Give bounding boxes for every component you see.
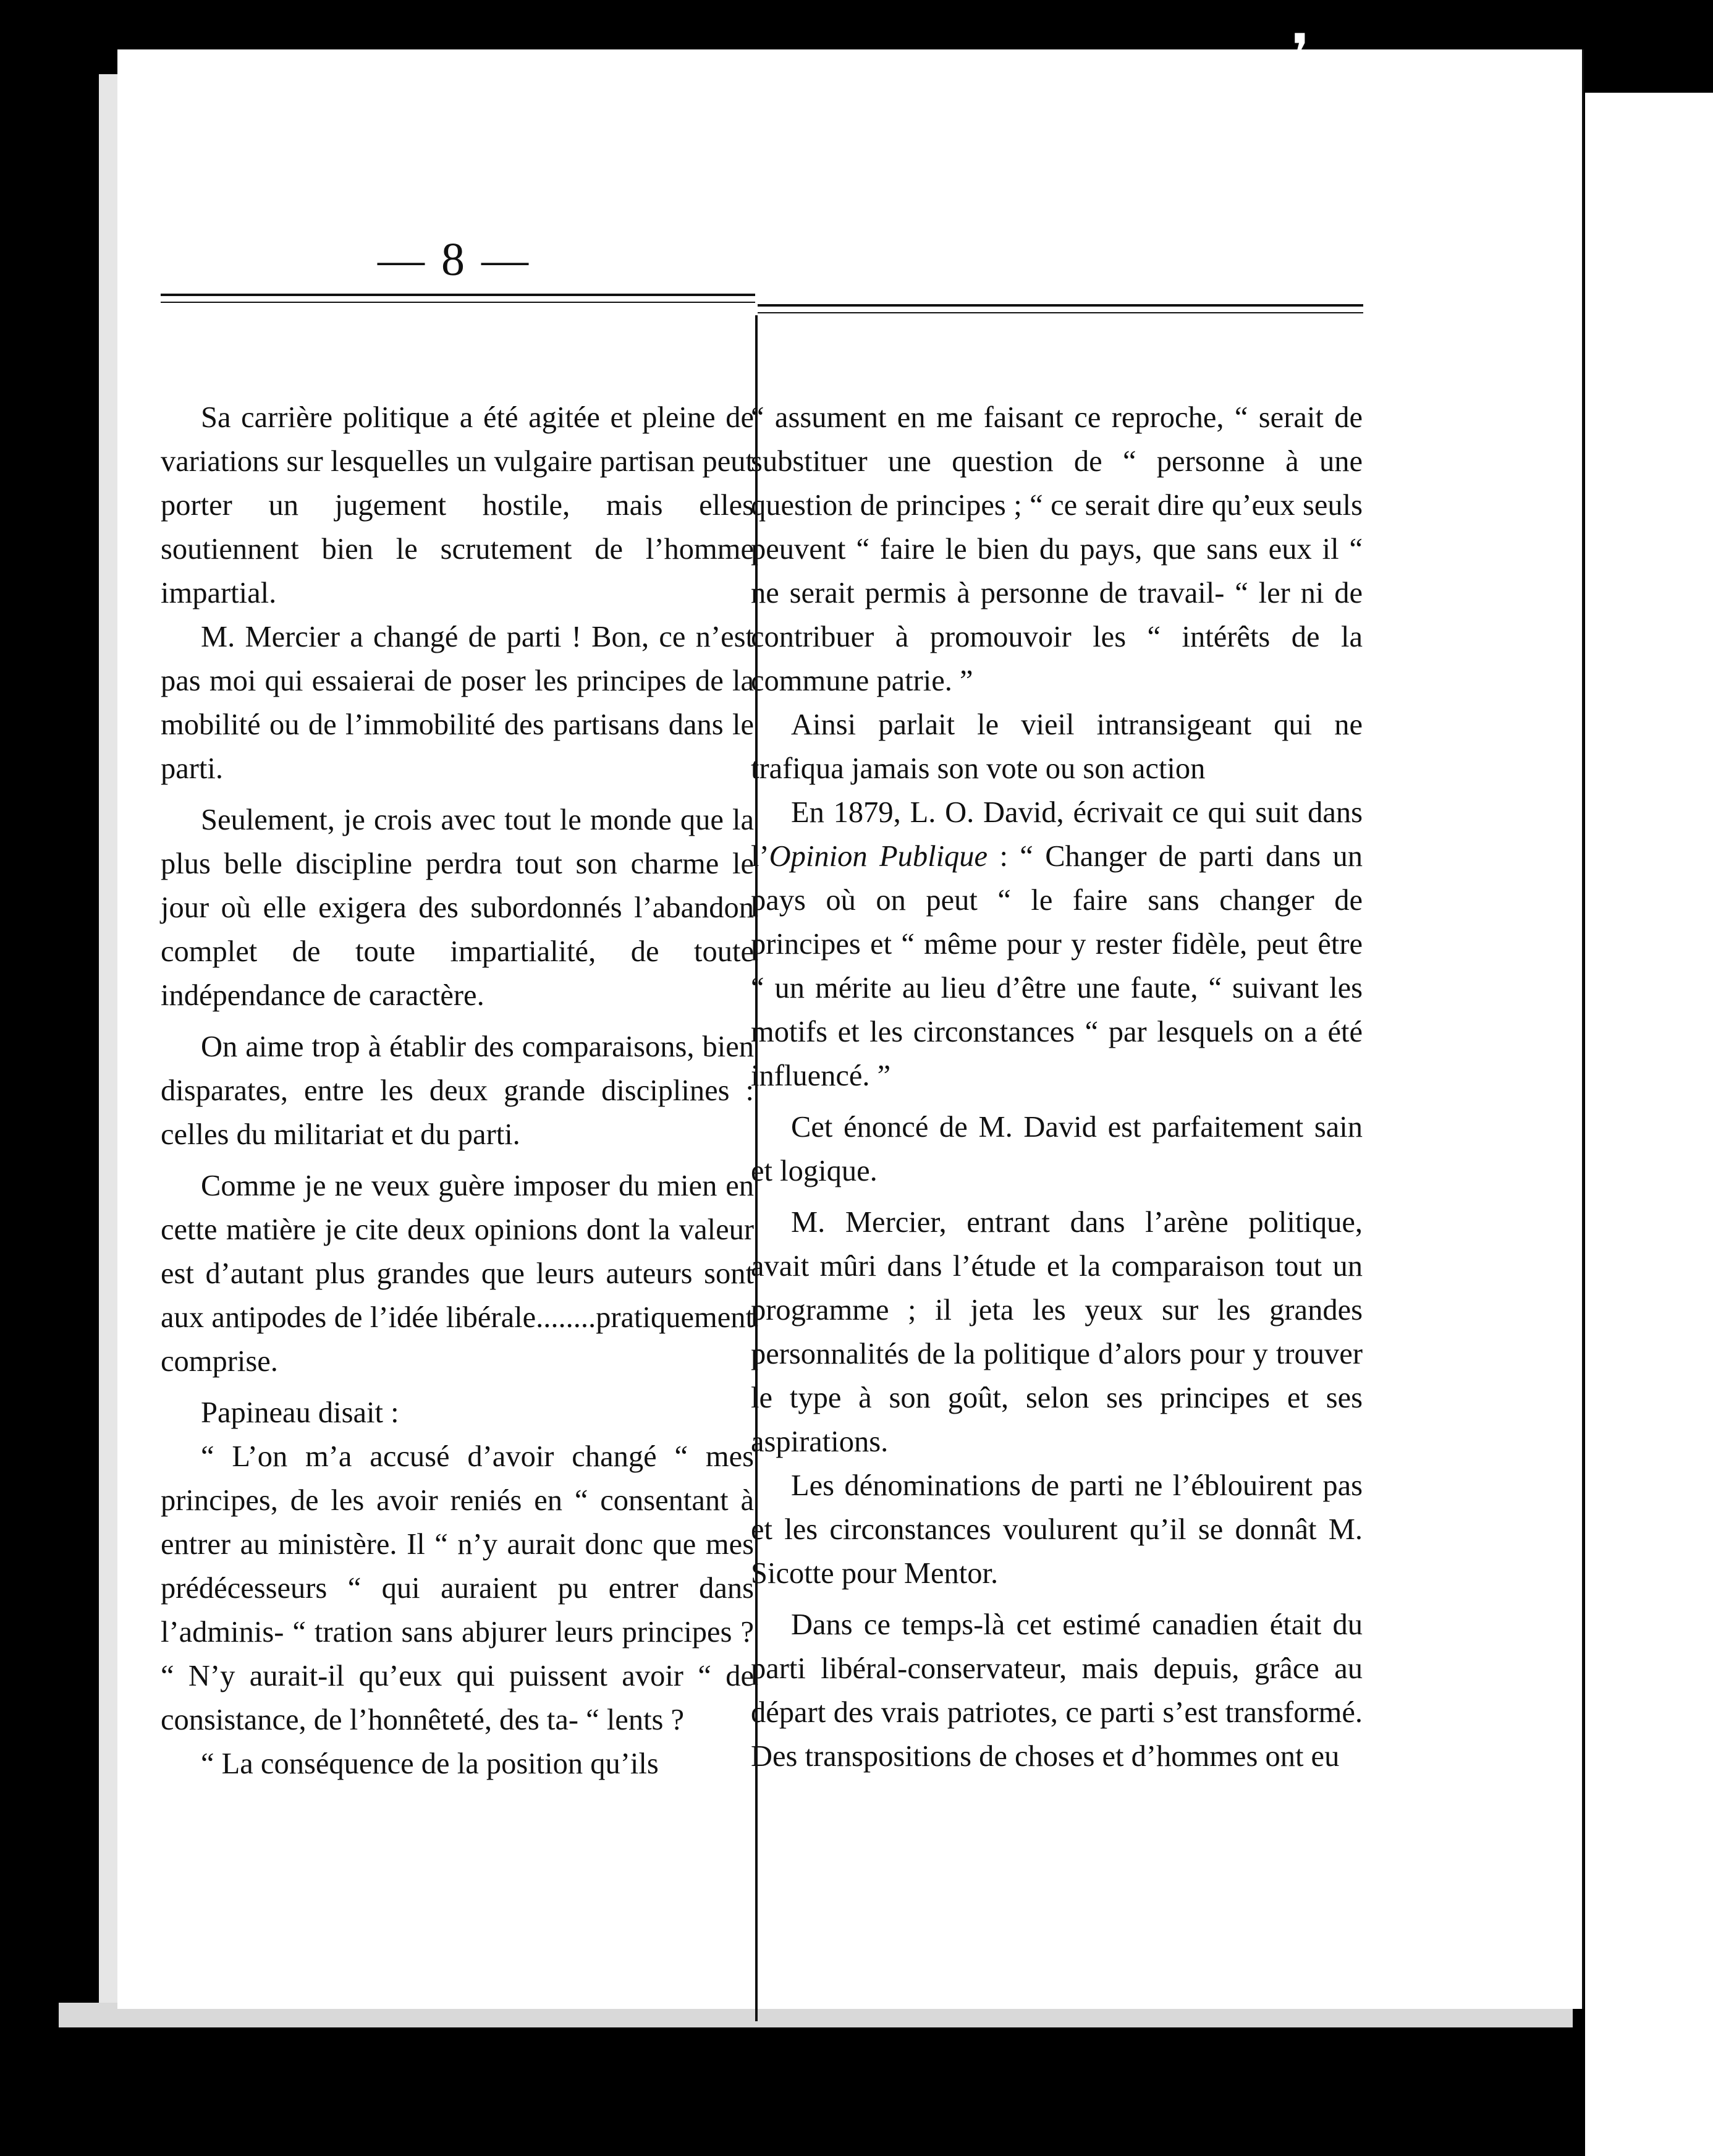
paragraph: Sa carrière politique a été agitée et pleine de variations sur lesquelles un vulgaire partisan peut porter un jugement hostile, mais elles soutiennent bien le scrutement de l’homme impartial. bbox=[161, 401, 754, 609]
paragraph: “ La conséquence de la position qu’ils bbox=[201, 1747, 659, 1780]
paragraph: Cet énoncé de M. David est parfaitement sain et logique. bbox=[751, 1111, 1363, 1187]
paragraph: Papineau disait : bbox=[201, 1396, 399, 1429]
page-left-edge bbox=[99, 74, 117, 2003]
paragraph: M. Mercier a changé de parti ! Bon, ce n’est pas moi qui essaierai de poser les principes de la mobilité ou de l’immobilité des partisans dans le parti. bbox=[161, 621, 754, 785]
quotation-continued: “ assument en me faisant ce reproche, “ serait de substituer une question de “ personne à une question de principes ; “ ce serait dire qu’eux seuls peuvent “ faire le bien du pays, que sans eux il “ ne serait permis à personne de travail- “ ler ni de contribuer à promouvoir les “ intérêts de la commune patrie. ” bbox=[751, 401, 1363, 697]
paragraph: Ainsi parlait le vieil intransigeant qui ne trafiqua jamais son vote ou son action bbox=[751, 708, 1363, 785]
paragraph: Seulement, je crois avec tout le monde que la plus belle discipline perdra tout son charme le jour où elle exigera des subordonnés l’abandon complet de toute impartialité, de toute indépendance de caractère. bbox=[161, 804, 754, 1012]
right-column bbox=[751, 396, 1363, 1778]
scanned-page bbox=[117, 49, 1584, 2009]
paragraph: Dans ce temps-là cet estimé canadien était du parti libéral-conservateur, mais depuis, grâce au départ des vrais patriotes, ce parti s’est transformé. Des transpositions de choses et d’hommes ont eu bbox=[751, 1608, 1363, 1773]
left-column bbox=[161, 396, 754, 1786]
paragraph bbox=[751, 791, 1363, 1098]
paragraph-text: En 1879, L. O. David, écrivait ce qui suit dans l’ bbox=[751, 796, 1363, 873]
header-rule-left-bottom bbox=[161, 302, 755, 303]
header-rule-right-top bbox=[758, 304, 1363, 307]
quotation-papineau: “ L’on m’a accusé d’avoir changé “ mes principes, de les avoir reniés en “ consentant à entrer au ministère. Il “ n’y aurait donc que mes prédécesseurs “ qui auraient pu entrer dans l’adminis- “ tration sans abjurer leurs principes ? “ N’y aurait-il qu’eux qui puissent avoir “ de consistance, de l’honnêteté, des ta- “ lents ? bbox=[161, 1440, 754, 1736]
paragraph-text: : “ Changer de parti dans un pays où on peut “ le faire sans changer de principes et “ même pour y rester fidèle, peut être “ un mérite au lieu d’être une faute, “ suivant les motifs et les circonstances “ par lesquels on a été influencé. ” bbox=[751, 840, 1363, 1092]
paragraph: Comme je ne veux guère imposer du mien en cette matière je cite deux opinions dont la valeur est d’autant plus grandes que leurs auteurs sont aux antipodes de l’idée libérale........pratiquement comprise. bbox=[161, 1169, 754, 1378]
paragraph: On aime trop à établir des comparaisons, bien disparates, entre les deux grande disciplines : celles du militariat et du parti. bbox=[161, 1030, 754, 1151]
header-rule-left-top bbox=[161, 294, 755, 296]
page-number: — 8 — bbox=[378, 234, 531, 286]
adjacent-page-edge bbox=[1585, 93, 1713, 2156]
paragraph: M. Mercier, entrant dans l’arène politique, avait mûri dans l’étude et la comparaison tout un programme ; il jeta les yeux sur les grandes personnalités de la politique d’alors pour y trouver le type à son goût, selon ses principes et ses aspirations. bbox=[751, 1206, 1363, 1458]
paragraph: Les dénominations de parti ne l’éblouirent pas et les circonstances voulurent qu’il se donnât M. Sicotte pour Mentor. bbox=[751, 1469, 1363, 1590]
publication-title: Opinion Publique bbox=[769, 840, 988, 873]
header-rule-right-bottom bbox=[758, 312, 1363, 313]
